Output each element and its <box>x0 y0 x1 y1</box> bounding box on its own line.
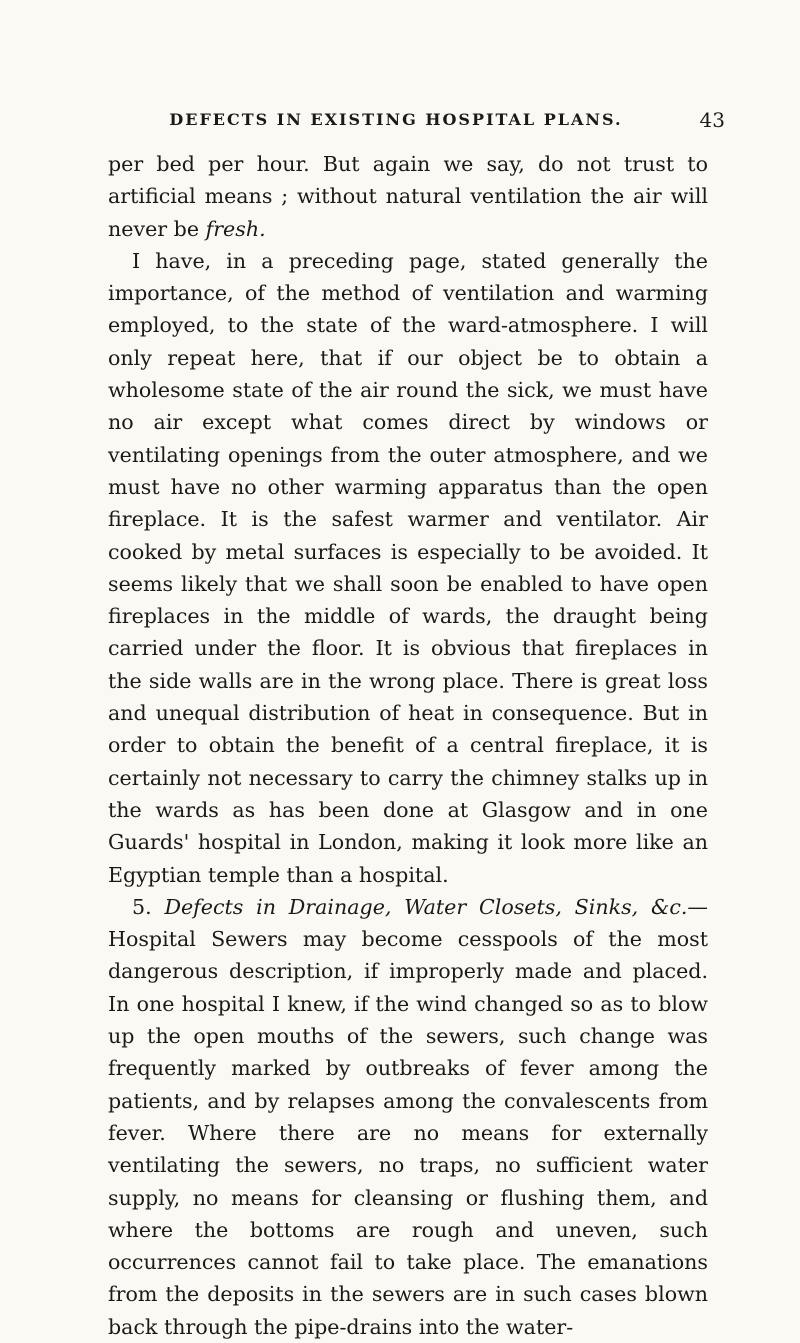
running-head <box>95 108 725 132</box>
body-text <box>108 148 708 1343</box>
section-number: 5. <box>132 894 152 919</box>
paragraph-1-emphasis: fresh. <box>205 216 266 241</box>
section-dash: — <box>687 894 708 919</box>
paragraph-2: I have, in a preceding page, stated generally the importance, of the method of ventilation and warming employed, to the state of the ward-atmosphere. I will only repeat here, that if our object be to obtain a wholesome state of the air round the sick, we must have no air except what comes direct by windows or ventilating openings from the outer atmosphere, and we must have no other warming apparatus than the open fireplace. It is the safest warmer and ventilator. Air cooked by metal surfaces is especially to be avoided. It seems likely that we shall soon be enabled to have open fireplaces in the middle of wards, the draught being carried under the floor. It is obvious that fireplaces in the side walls are in the wrong place. There is great loss and unequal distribution of heat in consequence. But in order to obtain the benefit of a central fireplace, it is certainly not necessary to carry the chimney stalks up in the wards as has been done at Glasgow and in one Guards' hospital in London, making it look more like an Egyptian temple than a hospital. <box>108 248 708 887</box>
paragraph-3-text: Hospital Sewers may become cesspools of the most dangerous description, if improperly made and placed. In one hospital I knew, if the wind changed so as to blow up the open mouths of the sewers, such change was frequently marked by outbreaks of fever among the patients, and by relapses among the convalescents from fever. Where there are no means for externally ventilating the sewers, no traps, no sufficient water supply, no means for cleansing or flushing them, and where the bottoms are rough and uneven, such occurrences cannot fail to take place. The emanations from the deposits in the sewers are in such cases blown back through the pipe-drains into the water- <box>108 927 708 1339</box>
running-head-title: DEFECTS IN EXISTING HOSPITAL PLANS. <box>169 110 623 129</box>
section-heading: Defects in Drainage, Water Closets, Sinks, &c. <box>164 894 688 919</box>
paragraph-3 <box>108 891 708 1343</box>
paragraph-1 <box>108 148 708 245</box>
paragraph-1-text: per bed per hour. But again we say, do not trust to artificial means ; without natural ventilation the air will never be <box>108 152 708 241</box>
page-number: 43 <box>699 108 725 132</box>
